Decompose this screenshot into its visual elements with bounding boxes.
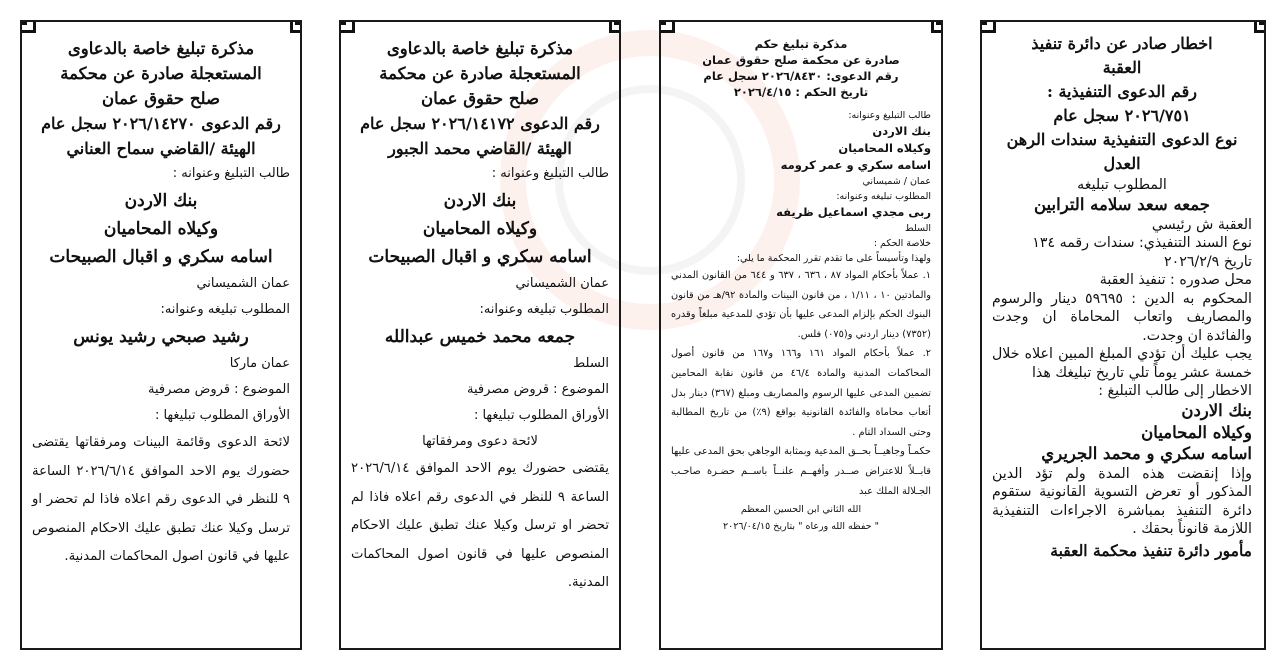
requester-label: طالب التبليغ وعنوانه : bbox=[491, 166, 609, 181]
notice-panel-aqaba-execution bbox=[980, 20, 1266, 650]
documents-label: الأوراق المطلوب تبليغها : bbox=[473, 408, 609, 423]
requester-address: عمان الشميساني bbox=[196, 276, 290, 291]
requested-party-label: المطلوب تبليغه bbox=[1077, 177, 1167, 193]
requested-party-label: المطلوب تبليغه وعنوانه: bbox=[836, 191, 931, 202]
notice-title: العقبة bbox=[1102, 58, 1142, 77]
requested-party-label: المطلوب تبليغه وعنوانه: bbox=[479, 302, 609, 317]
case-number: ٢٠٢٦/٧٥١ سجل عام bbox=[1053, 106, 1191, 125]
requested-party-label: المطلوب تبليغه وعنوانه: bbox=[160, 302, 290, 317]
issue-place: محل صدوره : تنفيذ العقبة bbox=[1099, 272, 1252, 289]
requested-party-address: عمان ماركا bbox=[229, 356, 290, 371]
ruling-intro: ولهذا وتأسيساً على ما تقدم تقرر المحكمة ما يلي: bbox=[736, 253, 931, 264]
debt-amount: المحكوم به الدين : ٥٩٦٩٥ دينار والرسوم والمصاريف واتعاب المحاماة ان وجدت والفائدة ان وجدت. bbox=[992, 290, 1252, 344]
summons-text: لائحة الدعوى وقائمة البينات ومرفقاتها يقتضى حضورك يوم الاحد الموافق ٢٠٢٦/٦/١٤ الساعة ٩ للنظر في الدعوى رقم اعلاه فاذا لم تحضر او ترسل وكيلا عنك تطبق عليك الاحكام المنصوص عليها في قانون اصول المحاكمات المدنية. bbox=[32, 435, 290, 565]
requester-address: عمان / شميساني bbox=[862, 176, 931, 187]
requested-party-address: السلط bbox=[904, 223, 931, 234]
requested-party-name: ربى مجدي اسماعيل ظريفه bbox=[776, 205, 931, 219]
summary-label: خلاصة الحكم : bbox=[873, 238, 931, 249]
requester-lawyer-names: اسامه سكري و عمر كرومه bbox=[780, 158, 931, 172]
requester-name: بنك الاردن bbox=[1181, 401, 1252, 421]
notice-title: مذكرة تبليغ حكم bbox=[754, 37, 848, 51]
notice-title: مذكرة تبليغ خاصة بالدعاوى bbox=[67, 39, 255, 58]
summons-text: يقتضى حضورك يوم الاحد الموافق ٢٠٢٦/٦/١٤ الساعة ٩ للنظر في الدعوى رقم اعلاه فاذا لم تحضر او ترسل وكيلا عنك تطبق عليك الاحكام المنصوص عليها في قانون اصول المحاكمات المدنية. bbox=[351, 461, 609, 591]
requested-party-address: السلط bbox=[573, 356, 609, 371]
requester-address: عمان الشميساني bbox=[515, 276, 609, 291]
requester-lawyer-names: اسامه سكري و اقبال الصبيحات bbox=[49, 247, 273, 267]
court-name: صلح حقوق عمان bbox=[420, 89, 539, 108]
case-type: نوع الدعوى التنفيذية سندات الرهن bbox=[1006, 130, 1238, 149]
document-date: تاريخ ٢٠٢٦/٢/٩ bbox=[1163, 253, 1252, 270]
notice-footer: مأمور دائرة تنفيذ محكمة العقبة bbox=[1050, 540, 1252, 560]
requester-name: بنك الاردن bbox=[443, 191, 517, 211]
notice-panel-judgment bbox=[659, 20, 943, 650]
requested-party-name: جمعه سعد سلامه الترابين bbox=[1034, 195, 1210, 215]
notice-panel-urgent-14172 bbox=[339, 20, 621, 650]
requester-lawyer-names: اسامه سكري و محمد الجريري bbox=[1041, 444, 1252, 464]
case-type: العدل bbox=[1103, 154, 1141, 173]
signature-date: " حفظه الله ورعاه " بتاريخ ٢٠٢٦/٠٤/١٥ bbox=[723, 521, 879, 533]
notice-panel-urgent-14270 bbox=[20, 20, 302, 650]
court-name: صلح حقوق عمان bbox=[101, 89, 220, 108]
documents-label: الأوراق المطلوب تبليغها : bbox=[154, 408, 290, 423]
case-number: رقم الدعوى ٢٠٢٦/١٤١٧٢ سجل عام bbox=[360, 114, 600, 133]
judge-name: الهيئة /القاضي سماح العناني bbox=[66, 139, 256, 158]
ruling-item: ١. عملاً بأحكام المواد ٨٧ ، ٦٣٦ ، ٦٣٧ و ٦٤٤ من القانون المدني والمادتين ١٠ ، ١/١١ ، من قانون البينات والمادة ٩٢/هـ من قانون البنوك الحكم بإلزام المدعى عليها بأن تؤدي للمدعية مبلغاً وقدره (٧٣٥٢) دينار اردني و(٠٧٥) فلس. bbox=[671, 270, 931, 340]
case-subject: الموضوع : قروض مصرفية bbox=[148, 382, 290, 397]
requester-name: بنك الاردن bbox=[124, 191, 198, 211]
case-number: رقم الدعوى ٢٠٢٦/١٤٢٧٠ سجل عام bbox=[41, 114, 281, 133]
requester-label: طالب التبليغ وعنوانه: bbox=[848, 110, 931, 121]
case-number: رقم الدعوى: ٢٠٢٦/٨٤٣٠ سجل عام bbox=[703, 69, 899, 83]
requester-label: طالب التبليغ وعنوانه : bbox=[172, 166, 290, 181]
notice-title: المستعجلة صادرة عن محكمة bbox=[379, 64, 581, 83]
warning-text: وإذا إنقضت هذه المدة ولم تؤد الدين المذكور أو تعرض التسوية القانونية ستقوم دائرة التنفيذ بمباشرة الاجراءات التنفيذية اللازمة قانوناً بحقك . bbox=[992, 465, 1252, 538]
requester-lawyer-names: اسامه سكري و اقبال الصبيحات bbox=[368, 247, 592, 267]
requested-party-name: جمعه محمد خميس عبدالله bbox=[384, 327, 576, 347]
requested-party-address: العقبة ش رئيسي bbox=[1151, 216, 1252, 233]
document-type: نوع السند التنفيذي: سندات رقمه ١٣٤ bbox=[1032, 235, 1252, 252]
court-name: صادرة عن محكمة صلح حقوق عمان bbox=[702, 53, 900, 67]
requester-lawyers: وكيلاه المحاميان bbox=[838, 141, 931, 155]
judge-name: الهيئة /القاضي محمد الجبور bbox=[388, 139, 572, 158]
judgment-date: تاريخ الحكم : ٢٠٢٦/٤/١٥ bbox=[733, 85, 869, 99]
payment-obligation: يجب عليك أن تؤدي المبلغ المبين اعلاه خلال خمسة عشر يوماً تلي تاريخ تبليغك هذا bbox=[992, 346, 1252, 381]
signature-line: الله الثاني ابن الحسين المعظم bbox=[740, 504, 862, 516]
case-number-label: رقم الدعوى التنفيذية : bbox=[1046, 82, 1198, 101]
case-subject: الموضوع : قروض مصرفية bbox=[467, 382, 609, 397]
requester-label: الاخطار إلى طالب التبليغ : bbox=[1098, 382, 1252, 399]
requester-lawyers: وكيلاه المحاميان bbox=[422, 219, 538, 239]
requester-lawyers: وكيلاه المحاميان bbox=[103, 219, 219, 239]
notice-title: المستعجلة صادرة عن محكمة bbox=[60, 64, 262, 83]
notice-title: مذكرة تبليغ خاصة بالدعاوى bbox=[386, 39, 574, 58]
ruling-item: ٢. عملاً بأحكام المواد ١٦١ و١٦٦ و١٦٧ من قانون أصول المحاكمات المدنية والمادة ٤٦/٤ من قانون نقابة المحامين تضمين المدعى عليها الرسوم والمصاريف ومبلغ (٣٦٧) دينار بدل أتعاب محاماة والفائدة القانونية بواقع (٩٪) من تاريخ المطالبة وحتى السداد التام . bbox=[671, 348, 932, 438]
requester-name: بنك الاردن bbox=[872, 124, 931, 138]
requester-lawyers: وكيلاه المحاميان bbox=[1141, 422, 1252, 442]
requested-party-name: رشيد صبحي رشيد يونس bbox=[73, 327, 249, 347]
ruling-verdict: حكمـاً وجاهيــاً بحــق المدعية وبمثابة الوجاهي بحق المدعى عليها قابــلاً للاعتراض صــدر وأفهــم علنــاً باســم حضـرة صاحـب الجـلالة الملك عبد bbox=[671, 446, 931, 497]
notice-title: اخطار صادر عن دائرة تنفيذ bbox=[1031, 34, 1213, 53]
documents-list: لائحة دعوى ومرفقاتها bbox=[422, 434, 538, 449]
